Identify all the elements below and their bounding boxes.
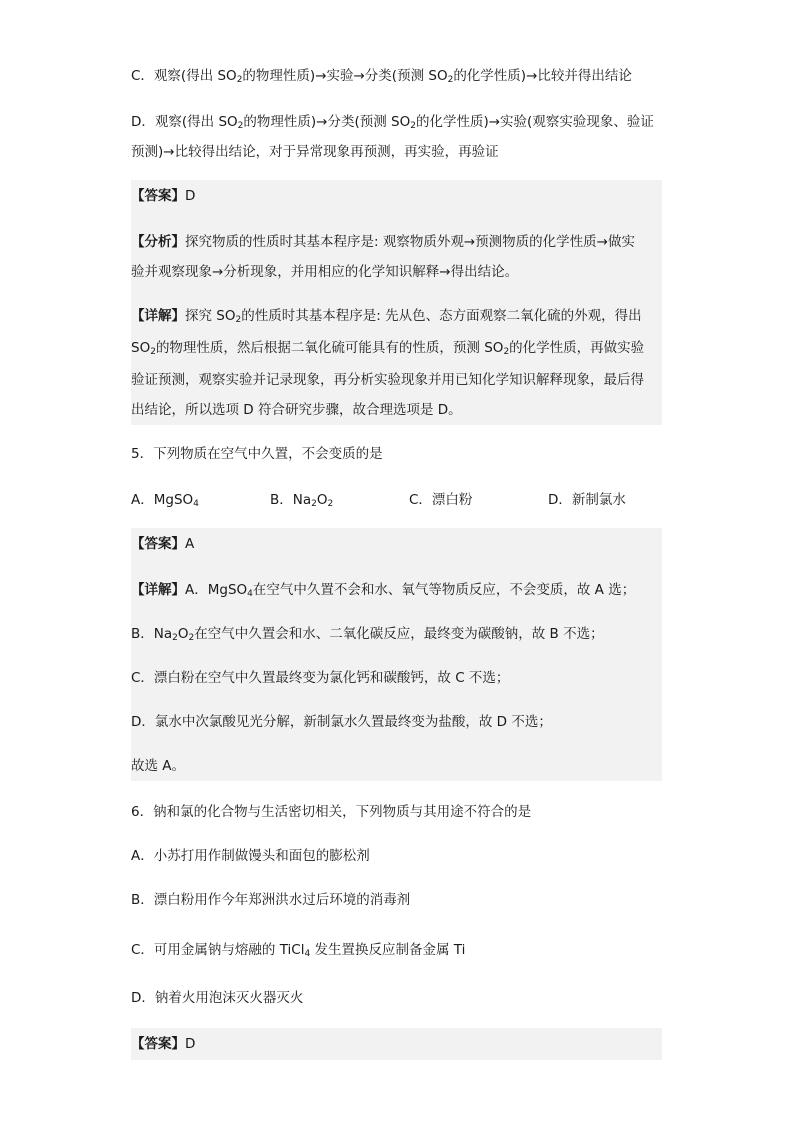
q6-option-a: A．小苏打用作制做馒头和面包的膨松剂	[131, 848, 370, 864]
q4-detail-line4: 出结论，所以选项 D 符合研究步骤，故合理选项是 D。	[131, 402, 462, 418]
q4-option-c: C．观察(得出 $SO_2$的物理性质)→实验→分类(预测 $SO_2$的化学性质)→比较并得出结论	[131, 68, 632, 85]
q4-option-d-line2: 预测)→比较得出结论，对于异常现象再预测，再实验，再验证	[131, 144, 499, 160]
q5-detail-c: C．漂白粉在空气中久置最终变为氯化钙和碳酸钙，故 C 不选；	[131, 670, 510, 686]
answer-tag: 【答案】	[131, 188, 185, 204]
answer-tag: 【答案】	[131, 1036, 185, 1052]
q4-analysis-line1: 【分析】探究物质的性质时其基本程序是: 观察物质外观→预测物质的化学性质→做实	[131, 234, 635, 250]
q4-answer: 【答案】D	[131, 188, 196, 204]
detail-tag: 【详解】	[131, 582, 185, 598]
q6-answer: 【答案】D	[131, 1036, 196, 1052]
q5-conclusion: 故选 A。	[131, 758, 186, 774]
q5-option-d: D．新制氯水	[548, 492, 626, 508]
q5-option-c: C．漂白粉	[409, 492, 473, 508]
q4-option-d-line1: D．观察(得出 $SO_2$的物理性质)→分类(预测 $SO_2$的化学性质)→实验(观察实验现象、验证	[131, 114, 654, 131]
q5-answer: 【答案】A	[131, 536, 195, 552]
q6-option-d: D．钠着火用泡沫灭火器灭火	[131, 990, 304, 1006]
answer-tag: 【答案】	[131, 536, 185, 552]
q5-detail-a: 【详解】A．MgSO$_4$在空气中久置不会和水、氧气等物质反应，不会变质，故 A 选；	[131, 582, 636, 599]
q5-option-b: B．$Na_2O_2$	[270, 492, 334, 509]
q4-detail-line1: 【详解】探究 $SO_2$的性质时其基本程序是: 先从色、态方面观察二氧化硫的外观，得出	[131, 308, 642, 325]
q5-stem: 5．下列物质在空气中久置，不会变质的是	[131, 446, 383, 462]
q5-answer-block	[131, 528, 662, 781]
q4-analysis-line2: 验并观察现象→分析现象，并用相应的化学知识解释→得出结论。	[131, 264, 519, 280]
q6-option-b: B．漂白粉用作今年郑洲洪水过后环境的消毒剂	[131, 892, 411, 908]
detail-tag: 【详解】	[131, 308, 185, 324]
q4-detail-line2: $SO_2$的物理性质，然后根据二氧化硫可能具有的性质，预测 $SO_2$的化学性质，再做实验	[131, 340, 645, 357]
q6-option-c: C．可用金属钠与熔融的 TiCl$_4$ 发生置换反应制备金属 Ti	[131, 942, 466, 959]
analysis-tag: 【分析】	[131, 234, 185, 250]
q5-detail-d: D．氯水中次氯酸见光分解，新制氯水久置最终变为盐酸，故 D 不选；	[131, 714, 552, 730]
q5-detail-b: B．$Na_2O_2$在空气中久置会和水、二氧化碳反应，最终变为碳酸钠，故 B 不选；	[131, 626, 604, 643]
q5-option-a: A．MgSO$_4$	[131, 492, 199, 509]
q6-stem: 6．钠和氯的化合物与生活密切相关，下列物质与其用途不符合的是	[131, 804, 532, 820]
q4-detail-line3: 验证预测，观察实验并记录现象，再分析实验现象并用已知化学知识解释现象，最后得	[131, 372, 644, 388]
